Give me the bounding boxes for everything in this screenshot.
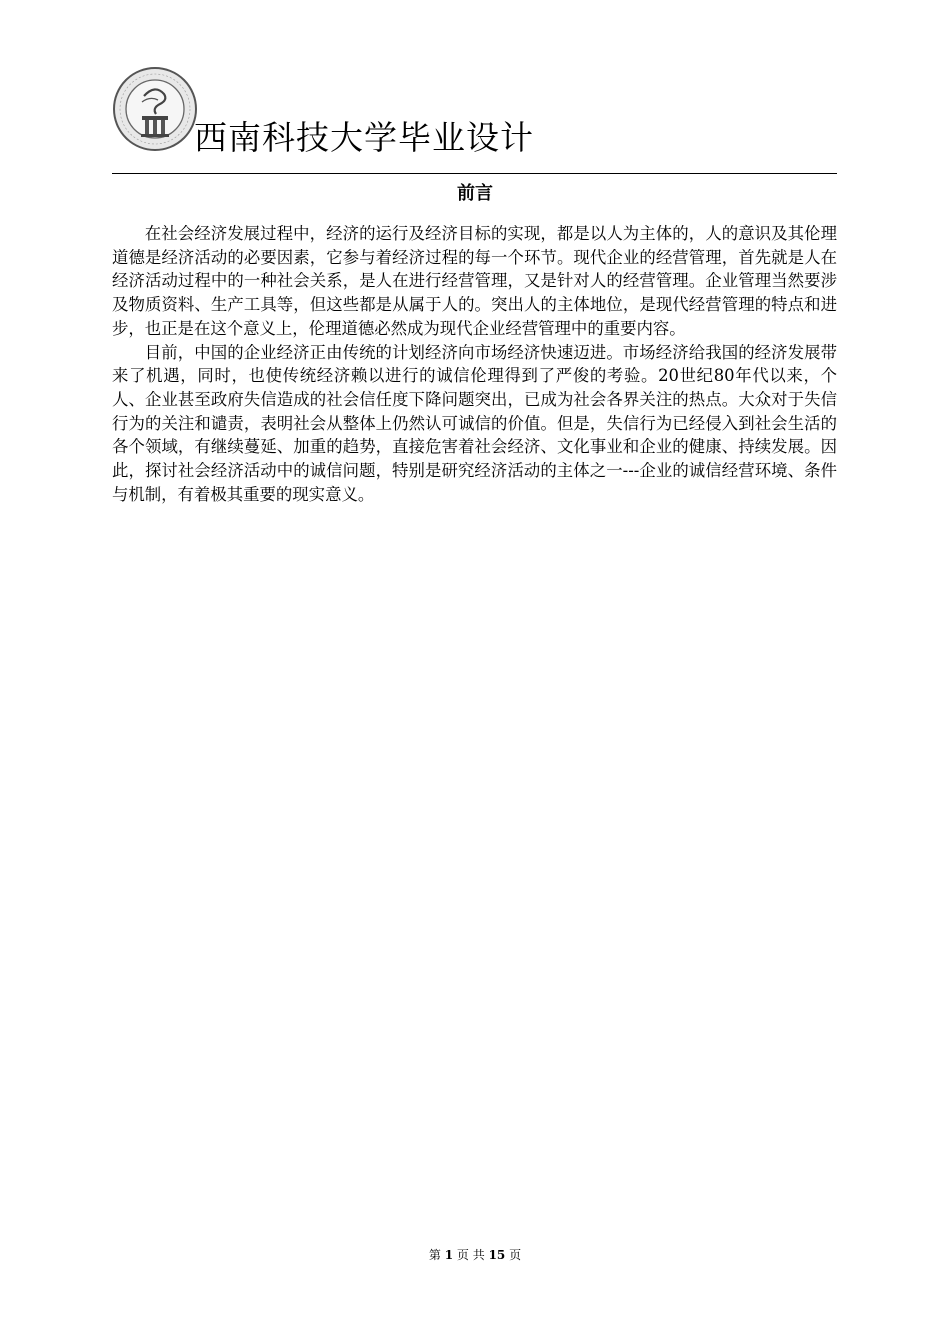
header-title: 西南科技大学毕业设计	[194, 118, 534, 157]
paragraph: 目前，中国的企业经济正由传统的计划经济向市场经济快速迈进。市场经济给我国的经济发展带来了机遇，同时，也使传统经济赖以进行的诚信伦理得到了严俊的考验。20世纪80年代以来，个人、企业甚至政府失信造成的社会信任度下降问题突出，已成为社会各界关注的热点。大众对于失信行为的关注和谴责，表明社会从整体上仍然认可诚信的价值。但是，失信行为已经侵入到社会生活的各个领域，有继续蔓延、加重的趋势，直接危害着社会经济、文化事业和企业的健康、持续发展。因此，探讨社会经济活动中的诚信问题，特别是研究经济活动的主体之一---企业的诚信经营环境、条件与机制，有着极其重要的现实意义。	[112, 342, 837, 504]
footer-middle: 页 共	[456, 1248, 485, 1262]
footer-prefix: 第	[428, 1248, 441, 1262]
body-text	[112, 222, 837, 506]
university-seal-logo	[112, 66, 198, 152]
page-footer	[0, 1247, 950, 1263]
page-number: 1	[444, 1248, 454, 1262]
section-title: 前言	[457, 183, 493, 204]
paragraph: 在社会经济发展过程中，经济的运行及经济目标的实现，都是以人为主体的，人的意识及其伦理道德是经济活动的必要因素，它参与着经济过程的每一个环节。现代企业的经营管理，首先就是人在经济活动过程中的一种社会关系，是人在进行经营管理，又是针对人的经营管理。企业管理当然要涉及物质资料、生产工具等，但这些都是从属于人的。突出人的主体地位，是现代经营管理的特点和进步，也正是在这个意义上，伦理道德必然成为现代企业经营管理中的重要内容。	[112, 224, 837, 338]
total-pages: 15	[488, 1248, 506, 1262]
header-divider	[112, 173, 837, 174]
page-header	[112, 66, 837, 174]
footer-suffix: 页	[509, 1248, 522, 1262]
